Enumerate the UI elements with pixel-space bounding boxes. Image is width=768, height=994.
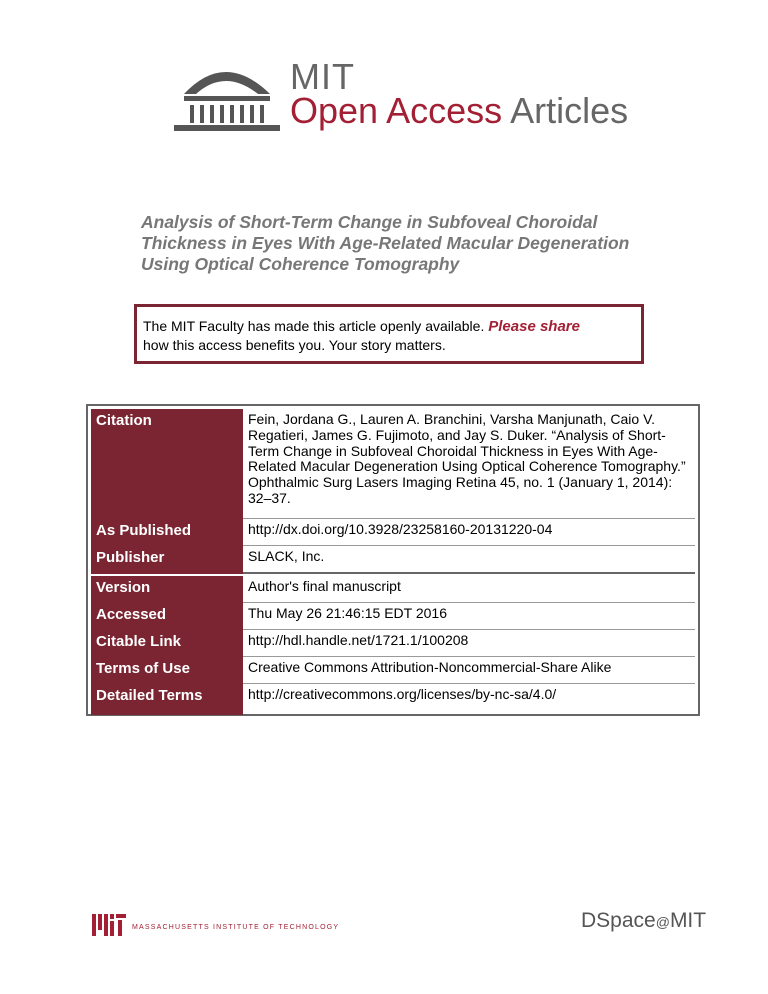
share-box	[134, 304, 644, 364]
metadata-value[interactable]: http://creativecommons.org/licenses/by-nc-sa/4.0/	[248, 686, 557, 702]
logo-articles-text: Articles	[510, 90, 629, 131]
institute-name: MASSACHUSETTS INSTITUTE OF TECHNOLOGY	[132, 924, 340, 931]
metadata-row-accessed	[91, 603, 695, 630]
metadata-label: Citation	[91, 409, 243, 519]
metadata-value: Fein, Jordana G., Lauren A. Branchini, Varsha Manjunath, Caio V. Regatieri, James G. Fujimoto, and Jay S. Duker. “Analysis of Short-Term Change in Subfoveal Choroidal Thickness in Eyes With Age-Related Macular Degeneration Using Optical Coherence Tomography.” Ophthalmic Surg Lasers Imaging Retina 45, no. 1 (January 1, 2014): 32–37.	[243, 409, 695, 519]
metadata-value: Author's final manuscript	[243, 576, 695, 603]
metadata-row-publisher	[91, 546, 695, 574]
metadata-row-as-published	[91, 519, 695, 546]
metadata-value: SLACK, Inc.	[243, 546, 695, 574]
metadata-label: Citable Link	[91, 630, 243, 657]
please-share-link[interactable]: Please share	[488, 318, 580, 335]
metadata-value[interactable]: Creative Commons Attribution-Noncommercial-Share Alike	[243, 657, 695, 684]
share-text-after: how this access benefits you. Your story matters.	[143, 337, 446, 353]
dspace-at-text: @	[655, 914, 670, 930]
metadata-label: Version	[91, 576, 243, 603]
dome-building-icon	[170, 60, 280, 140]
dspace-text: DSpace	[581, 909, 656, 932]
mit-logo-icon	[92, 914, 128, 936]
logo-open-access-articles	[290, 90, 628, 132]
logo-mit-text: MIT	[290, 56, 355, 97]
metadata-value[interactable]: http://dx.doi.org/10.3928/23258160-20131220-04	[243, 519, 695, 546]
metadata-row-terms-of-use	[91, 657, 695, 684]
metadata-row-citation	[91, 409, 695, 519]
metadata-label: Accessed	[91, 603, 243, 630]
metadata-label: Publisher	[91, 546, 243, 574]
metadata-row-citable-link	[91, 630, 695, 657]
article-title: Analysis of Short-Term Change in Subfoveal Choroidal Thickness in Eyes With Age-Related Macular Degeneration Using Optical Coherence Tomography	[141, 212, 630, 274]
metadata-table	[86, 404, 700, 716]
dspace-mit-logo	[581, 909, 706, 933]
metadata-value: Thu May 26 21:46:15 EDT 2016	[243, 603, 695, 630]
metadata-label: As Published	[91, 519, 243, 546]
share-text-before: The MIT Faculty has made this article openly available.	[143, 318, 485, 334]
dspace-mit-text: MIT	[669, 909, 707, 932]
mit-open-access-logo	[170, 56, 629, 140]
logo-open-access-text: Open Access	[290, 90, 503, 131]
metadata-value[interactable]: http://hdl.handle.net/1721.1/100208	[243, 630, 695, 657]
metadata-row-version	[91, 576, 695, 603]
metadata-label: Detailed Terms	[91, 684, 243, 715]
metadata-row-detailed-terms	[91, 684, 695, 715]
metadata-label: Terms of Use	[91, 657, 243, 684]
